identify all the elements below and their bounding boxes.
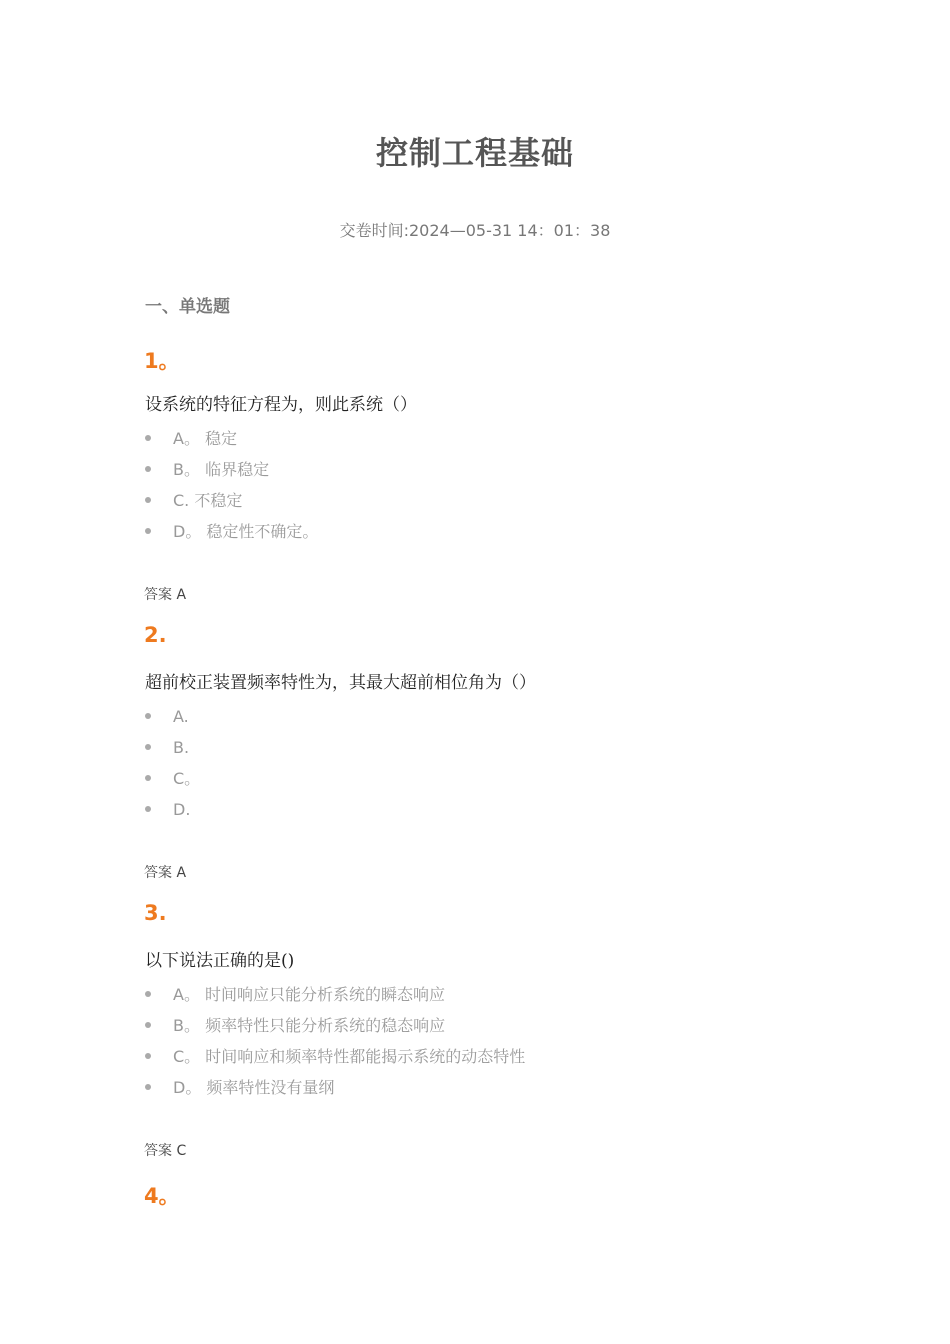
question-number: 1。 xyxy=(144,349,180,373)
option-item[interactable] xyxy=(145,1010,525,1041)
option-item[interactable] xyxy=(145,763,200,794)
option-label: A。 稳定 xyxy=(173,429,238,448)
option-item[interactable] xyxy=(145,732,200,763)
bullet-icon xyxy=(145,1084,151,1090)
option-list xyxy=(145,979,525,1103)
bullet-icon xyxy=(145,991,151,997)
question-number: 2. xyxy=(144,623,167,647)
option-label: B。 频率特性只能分析系统的稳态响应 xyxy=(173,1016,446,1035)
answer-text: 答案 A xyxy=(144,865,187,881)
bullet-icon xyxy=(145,744,151,750)
question-stem: 以下说法正确的是() xyxy=(145,951,295,971)
bullet-icon xyxy=(145,435,151,441)
bullet-icon xyxy=(145,528,151,534)
option-item[interactable] xyxy=(145,516,318,547)
bullet-icon xyxy=(145,775,151,781)
option-label: C。 时间响应和频率特性都能揭示系统的动态特性 xyxy=(173,1047,526,1066)
bullet-icon xyxy=(145,1022,151,1028)
option-list xyxy=(145,423,318,547)
bullet-icon xyxy=(145,713,151,719)
bullet-icon xyxy=(145,497,151,503)
option-label: B。 临界稳定 xyxy=(173,460,270,479)
section-heading: 一、单选题 xyxy=(145,297,230,317)
option-item[interactable] xyxy=(145,794,200,825)
option-item[interactable] xyxy=(145,1072,525,1103)
answer-text: 答案 A xyxy=(144,587,187,603)
option-item[interactable] xyxy=(145,454,318,485)
option-item[interactable] xyxy=(145,701,200,732)
option-label: A. xyxy=(173,707,189,726)
question-stem: 超前校正装置频率特性为，其最大超前相位角为（） xyxy=(145,673,536,693)
question-number: 4。 xyxy=(144,1184,180,1208)
option-label: C。 xyxy=(173,769,201,788)
option-list xyxy=(145,701,200,825)
document-title: 控制工程基础 xyxy=(375,134,574,172)
submit-time: 交卷时间:2024—05-31 14：01：38 xyxy=(339,221,611,240)
option-label: A。 时间响应只能分析系统的瞬态响应 xyxy=(173,985,446,1004)
question-stem: 设系统的特征方程为，则此系统（） xyxy=(145,395,417,415)
option-item[interactable] xyxy=(145,485,318,516)
option-item[interactable] xyxy=(145,979,525,1010)
option-item[interactable] xyxy=(145,423,318,454)
question-number: 3. xyxy=(144,901,167,925)
option-label: D。 频率特性没有量纲 xyxy=(173,1078,335,1097)
bullet-icon xyxy=(145,466,151,472)
option-label: B. xyxy=(173,738,190,757)
option-label: D. xyxy=(173,800,191,819)
option-label: D。 稳定性不确定。 xyxy=(173,522,319,541)
option-label: C. 不稳定 xyxy=(173,491,243,510)
option-item[interactable] xyxy=(145,1041,525,1072)
bullet-icon xyxy=(145,1053,151,1059)
answer-text: 答案 C xyxy=(144,1143,187,1159)
bullet-icon xyxy=(145,806,151,812)
